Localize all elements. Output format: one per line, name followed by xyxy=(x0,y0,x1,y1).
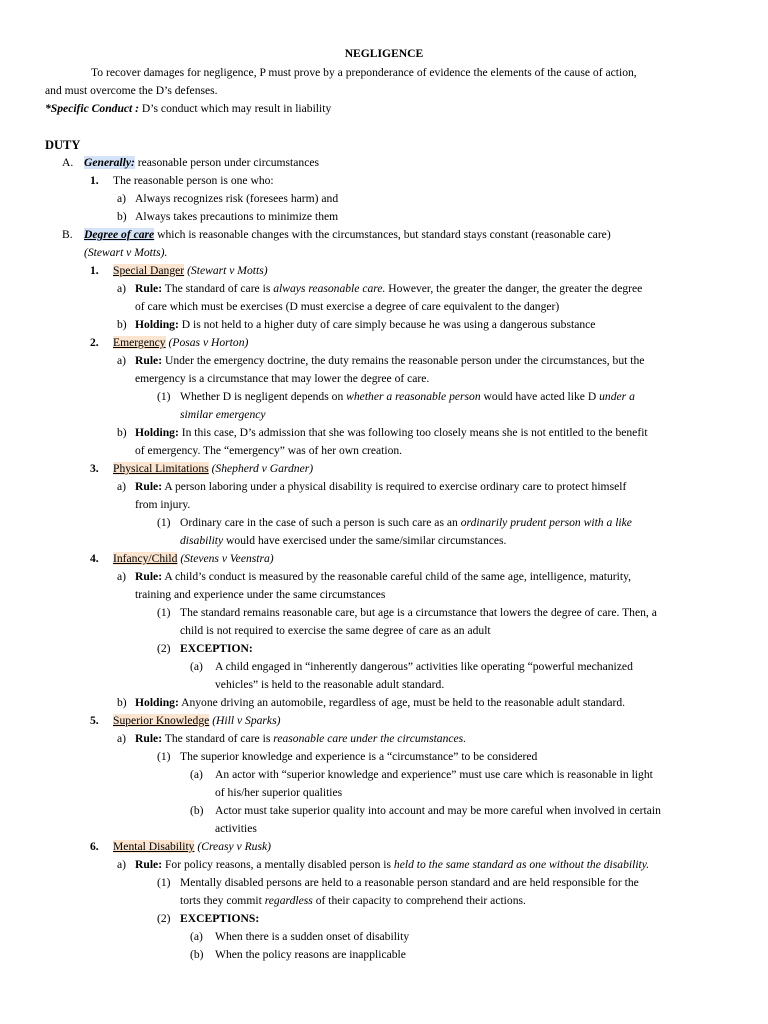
item-4-case: (Stevens v Veenstra) xyxy=(180,552,274,565)
rule-text: The standard of care is xyxy=(162,732,274,745)
rule-emphasis: held to the same standard as one without the disability. xyxy=(393,858,650,871)
duty-heading: DUTY xyxy=(45,138,81,152)
item-1-topic: Special Danger xyxy=(113,264,185,277)
item-5-pa-cont: of his/her superior qualities xyxy=(215,786,343,799)
rule-text: The standard of care is xyxy=(162,282,274,295)
holding-text: D is not held to a higher duty of care simply because he was using a dangerous substance xyxy=(178,318,596,331)
section-b-cite: (Stewart v Motts). xyxy=(84,246,168,259)
item-3-p1-marker: (1) xyxy=(157,516,171,529)
rule-label: Rule: xyxy=(135,282,163,295)
item-4-heading xyxy=(113,552,274,566)
item-4-a-marker: a) xyxy=(117,570,127,583)
section-a-text xyxy=(84,156,319,170)
rule-label: Rule: xyxy=(135,480,163,493)
section-b-text xyxy=(84,228,611,242)
item-6-pb-marker: (b) xyxy=(190,948,204,961)
item-5-pb-marker: (b) xyxy=(190,804,204,817)
item-4-exception: EXCEPTION: xyxy=(180,642,253,655)
item-6-p1-text: Mentally disabled persons are held to a reasonable person standard and are held responsible for the xyxy=(180,876,639,889)
item-6-pa-marker: (a) xyxy=(190,930,203,943)
item-3-p1-cont xyxy=(180,534,506,548)
item-6-exceptions: EXCEPTIONS: xyxy=(180,912,260,925)
item-5-pb-text: Actor must take superior quality into account and may be more careful when involved in certain xyxy=(215,804,661,817)
item-6-p1-cont xyxy=(180,894,526,908)
item-2-p1-marker: (1) xyxy=(157,390,171,403)
item-4-topic: Infancy/Child xyxy=(113,552,178,565)
item-5-p1-text: The superior knowledge and experience is a “circumstance” to be considered xyxy=(180,750,538,763)
item-2-marker: 2. xyxy=(90,336,99,349)
item-2-rule-cont: emergency is a circumstance that may lower the degree of care. xyxy=(135,372,430,385)
section-a-marker: A. xyxy=(62,156,74,169)
item-6-p2-marker: (2) xyxy=(157,912,171,925)
item-1-b-marker: b) xyxy=(117,318,127,331)
section-b-marker: B. xyxy=(62,228,73,241)
text: torts they commit xyxy=(180,894,265,907)
intro-line-1: To recover damages for negligence, P must prove by a preponderance of evidence the elements of the cause of action, xyxy=(91,66,637,79)
item-4-marker: 4. xyxy=(90,552,99,565)
item-5-topic: Superior Knowledge xyxy=(113,714,210,727)
item-2-rule xyxy=(135,354,644,368)
item-6-pa-text: When there is a sudden onset of disability xyxy=(215,930,410,943)
item-4-rule-cont: training and experience under the same circumstances xyxy=(135,588,386,601)
text: Whether D is negligent depends on xyxy=(180,390,347,403)
item-2-a-marker: a) xyxy=(117,354,127,367)
item-2-heading xyxy=(113,336,248,350)
rule-text: For policy reasons, a mentally disabled person is xyxy=(162,858,394,871)
specific-conduct-text: D’s conduct which may result in liability xyxy=(139,102,332,115)
section-b-term: Degree of care xyxy=(84,228,155,241)
rule-text: A child’s conduct is measured by the reasonable careful child of the same age, intelligence, maturity, xyxy=(162,570,632,583)
emphasis: ordinarily prudent person with a like xyxy=(460,516,632,529)
holding-text: In this case, D’s admission that she was following too closely means she is not entitled to the benefit xyxy=(178,426,648,439)
item-5-rule xyxy=(135,732,466,746)
rule-text: A person laboring under a physical disability is required to exercise ordinary care to protect himself xyxy=(162,480,627,493)
item-6-marker: 6. xyxy=(90,840,99,853)
item-2-b-marker: b) xyxy=(117,426,127,439)
text: would have acted like D xyxy=(480,390,600,403)
section-a-1-a-text: Always recognizes risk (foresees harm) and xyxy=(135,192,339,205)
item-3-marker: 3. xyxy=(90,462,99,475)
item-5-a-marker: a) xyxy=(117,732,127,745)
item-6-topic: Mental Disability xyxy=(113,840,195,853)
item-4-p1-marker: (1) xyxy=(157,606,171,619)
text: of their capacity to comprehend their actions. xyxy=(312,894,526,907)
item-3-topic: Physical Limitations xyxy=(113,462,209,475)
section-a-term: Generally: xyxy=(84,156,135,169)
item-4-holding xyxy=(135,696,625,710)
specific-conduct-label: *Specific Conduct : xyxy=(45,102,140,115)
holding-label: Holding: xyxy=(135,696,179,709)
item-1-holding xyxy=(135,318,595,332)
emphasis: regardless xyxy=(264,894,313,907)
rule-emphasis: reasonable care under the circumstances. xyxy=(273,732,467,745)
holding-text: Anyone driving an automobile, regardless of age, must be held to the reasonable adult standard. xyxy=(178,696,626,709)
item-1-a-marker: a) xyxy=(117,282,127,295)
item-1-rule-cont: of care which must be exercises (D must exercise a degree of care equivalent to the danger) xyxy=(135,300,560,313)
emphasis: under a xyxy=(599,390,635,403)
rule-text: Under the emergency doctrine, the duty remains the reasonable person under the circumstances, but the xyxy=(162,354,645,367)
section-a-1-b-text: Always takes precautions to minimize them xyxy=(135,210,339,223)
item-5-pb-cont: activities xyxy=(215,822,257,835)
specific-conduct-line xyxy=(45,102,331,116)
item-3-rule xyxy=(135,480,626,494)
emphasis: whether a reasonable person xyxy=(346,390,481,403)
item-2-p1-text xyxy=(180,390,635,404)
rule-label: Rule: xyxy=(135,858,163,871)
item-6-rule xyxy=(135,858,649,872)
rule-label: Rule: xyxy=(135,732,163,745)
section-a-1-text: The reasonable person is one who: xyxy=(113,174,274,187)
item-4-p1-text: The standard remains reasonable care, but age is a circumstance that lowers the degree of care. Then, a xyxy=(180,606,657,619)
item-2-holding xyxy=(135,426,648,440)
item-6-p1-marker: (1) xyxy=(157,876,171,889)
intro-line-2: and must overcome the D’s defenses. xyxy=(45,84,218,97)
emphasis: disability xyxy=(180,534,224,547)
item-1-heading xyxy=(113,264,268,278)
section-a-1-b-marker: b) xyxy=(117,210,127,223)
rule-label: Rule: xyxy=(135,354,163,367)
item-6-pb-text: When the policy reasons are inapplicable xyxy=(215,948,406,961)
rule-label: Rule: xyxy=(135,570,163,583)
text: would have exercised under the same/similar circumstances. xyxy=(223,534,507,547)
item-5-marker: 5. xyxy=(90,714,99,727)
holding-label: Holding: xyxy=(135,426,179,439)
item-4-pa-cont: vehicles” is held to the reasonable adult standard. xyxy=(215,678,445,691)
item-5-case: (Hill v Sparks) xyxy=(212,714,281,727)
item-6-case: (Creasy v Rusk) xyxy=(197,840,271,853)
item-2-topic: Emergency xyxy=(113,336,166,349)
section-a-1-marker: 1. xyxy=(90,174,99,187)
item-4-rule xyxy=(135,570,631,584)
item-3-a-marker: a) xyxy=(117,480,127,493)
item-1-marker: 1. xyxy=(90,264,99,277)
item-4-pa-text: A child engaged in “inherently dangerous” activities like operating “powerful mechanized xyxy=(215,660,633,673)
section-a-desc: reasonable person under circumstances xyxy=(134,156,320,169)
section-b-desc: which is reasonable changes with the circumstances, but standard stays constant (reasonable care) xyxy=(154,228,611,241)
item-2-p1-cont: similar emergency xyxy=(180,408,266,421)
item-3-heading xyxy=(113,462,313,476)
item-6-a-marker: a) xyxy=(117,858,127,871)
item-5-heading xyxy=(113,714,280,728)
item-5-pa-marker: (a) xyxy=(190,768,203,781)
item-5-pa-text: An actor with “superior knowledge and experience” must use care which is reasonable in light xyxy=(215,768,653,781)
item-4-p2-marker: (2) xyxy=(157,642,171,655)
page-title: NEGLIGENCE xyxy=(344,47,424,60)
rule-emphasis: always reasonable care. xyxy=(273,282,386,295)
rule-text: However, the greater the danger, the greater the degree xyxy=(385,282,643,295)
item-1-case: (Stewart v Motts) xyxy=(187,264,268,277)
item-3-rule-cont: from injury. xyxy=(135,498,191,511)
section-a-1-a-marker: a) xyxy=(117,192,127,205)
item-1-rule xyxy=(135,282,642,296)
item-2-case: (Posas v Horton) xyxy=(168,336,249,349)
item-5-p1-marker: (1) xyxy=(157,750,171,763)
holding-label: Holding: xyxy=(135,318,179,331)
item-3-case: (Shepherd v Gardner) xyxy=(211,462,314,475)
item-4-p1-cont: child is not required to exercise the same degree of care as an adult xyxy=(180,624,491,637)
item-2-holding-cont: of emergency. The “emergency” was of her own creation. xyxy=(135,444,403,457)
item-3-p1-text xyxy=(180,516,632,530)
item-4-b-marker: b) xyxy=(117,696,127,709)
item-6-heading xyxy=(113,840,271,854)
item-4-pa-marker: (a) xyxy=(190,660,203,673)
text: Ordinary care in the case of such a person is such care as an xyxy=(180,516,461,529)
